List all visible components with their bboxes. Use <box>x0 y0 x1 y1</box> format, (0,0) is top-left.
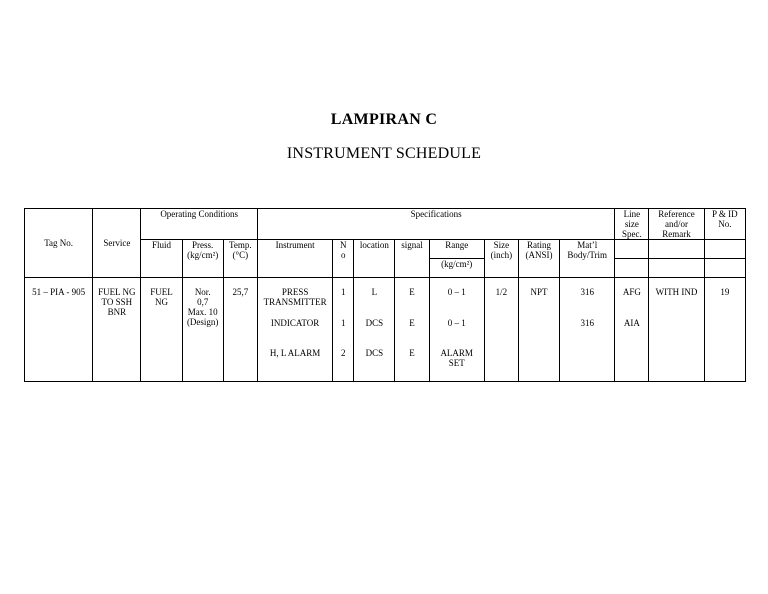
cell-tag-no: 51 – PIA - 905 <box>25 278 93 382</box>
header-line-size-spec-l3: Spec. <box>622 229 642 239</box>
header-range-unit: (kg/cm²) <box>429 259 484 278</box>
header-location: location <box>354 240 395 278</box>
matl-item-1: 316 <box>580 287 594 297</box>
cell-press-l3: Max. 10 <box>187 307 218 317</box>
header-pid-l1: P & ID <box>711 209 738 219</box>
header-row-1 <box>25 209 746 240</box>
cell-line-size-spec <box>615 278 649 382</box>
cell-service <box>93 278 141 382</box>
header-rating <box>518 240 559 278</box>
cell-service-l1: FUEL NG <box>98 287 136 297</box>
header-range: Range <box>429 240 484 259</box>
range-item-3-l1: ALARM <box>440 348 473 358</box>
matl-item-2: 316 <box>580 318 594 328</box>
location-item-3: DCS <box>365 348 384 358</box>
cell-service-l2: TO SSH <box>101 297 133 307</box>
header-operating-conditions: Operating Conditions <box>141 209 257 240</box>
location-item-1: L <box>371 287 378 297</box>
range-item-1: 0 – 1 <box>447 287 466 297</box>
header-matl <box>560 240 615 278</box>
header-temp-l1: Temp. <box>229 240 252 250</box>
cell-pid-no: 19 <box>704 278 745 382</box>
cell-size: 1/2 <box>484 278 518 382</box>
header-service: Service <box>93 209 141 278</box>
signal-item-1: E <box>409 287 415 297</box>
header-matl-l1: Mat’l <box>577 240 598 250</box>
header-temp-l2: (°C) <box>232 250 249 260</box>
signal-item-3: E <box>409 348 415 358</box>
cell-fluid <box>141 278 182 382</box>
line-spec-item-1: AFG <box>622 287 641 297</box>
cell-instrument <box>257 278 332 382</box>
header-no-l1: N <box>340 240 347 250</box>
no-item-2: 1 <box>341 318 346 328</box>
line-spec-item-2: AIA <box>623 318 640 328</box>
cell-fluid-l1: FUEL <box>150 287 173 297</box>
header-press-l2: (kg/cm²) <box>187 250 219 260</box>
header-temp <box>223 240 257 278</box>
cell-press-l2: 0,7 <box>197 297 209 307</box>
header-pid-l2: No. <box>718 219 732 229</box>
page-title: LAMPIRAN C <box>330 111 438 128</box>
range-item-3-l2: SET <box>448 358 465 368</box>
cell-fluid-l2: NG <box>155 297 169 307</box>
header-line-size-spec <box>615 209 649 240</box>
header-reference-l3: Remark <box>662 229 691 239</box>
header-reference-blank-1 <box>649 240 704 259</box>
header-line-size-spec-l1: Line <box>623 209 641 219</box>
cell-press <box>182 278 223 382</box>
header-rating-l2: (ANSI) <box>525 250 553 260</box>
no-item-3: 2 <box>341 348 346 358</box>
cell-matl <box>560 278 615 382</box>
header-press <box>182 240 223 278</box>
header-size <box>484 240 518 278</box>
cell-no <box>333 278 354 382</box>
header-line-size-blank-2 <box>615 259 649 278</box>
cell-location <box>354 278 395 382</box>
location-item-2: DCS <box>365 318 384 328</box>
header-no-l2: o <box>341 250 346 260</box>
header-reference-blank-2 <box>649 259 704 278</box>
header-reference-l1: Reference <box>658 209 695 219</box>
header-signal: signal <box>395 240 429 278</box>
header-specifications: Specifications <box>257 209 614 240</box>
cell-press-l1: Nor. <box>194 287 211 297</box>
signal-item-2: E <box>409 318 415 328</box>
cell-press-l4: (Design) <box>186 317 219 327</box>
header-line-size-spec-l2: size <box>624 219 639 229</box>
header-rating-l1: Rating <box>527 240 552 250</box>
header-pid-no <box>704 209 745 240</box>
header-pid-blank-2 <box>704 259 745 278</box>
header-line-size-blank-1 <box>615 240 649 259</box>
header-reference-remark <box>649 209 704 240</box>
header-tag-no: Tag No. <box>25 209 93 278</box>
instrument-item-3: H, L ALARM <box>269 348 321 358</box>
cell-service-l3: BNR <box>107 307 127 317</box>
cell-rating: NPT <box>518 278 559 382</box>
header-size-l2: (inch) <box>490 250 513 260</box>
header-fluid: Fluid <box>141 240 182 278</box>
header-pid-blank-1 <box>704 240 745 259</box>
cell-reference-remark: WITH IND <box>649 278 704 382</box>
range-item-2: 0 – 1 <box>447 318 466 328</box>
cell-temp: 25,7 <box>223 278 257 382</box>
cell-range <box>429 278 484 382</box>
header-reference-l2: and/or <box>665 219 689 229</box>
cell-signal <box>395 278 429 382</box>
instrument-item-2: INDICATOR <box>270 318 320 328</box>
header-size-l1: Size <box>493 240 510 250</box>
instrument-item-1-l2: TRANSMITTER <box>263 297 327 307</box>
header-matl-l2: Body/Trim <box>567 250 608 260</box>
header-press-l1: Press. <box>192 240 214 250</box>
table-row <box>25 278 746 382</box>
instrument-item-1-l1: PRESS <box>281 287 309 297</box>
no-item-1: 1 <box>341 287 346 297</box>
header-instrument: Instrument <box>257 240 332 278</box>
header-no <box>333 240 354 278</box>
page-subtitle: INSTRUMENT SCHEDULE <box>286 145 482 162</box>
instrument-schedule-table <box>24 208 746 382</box>
